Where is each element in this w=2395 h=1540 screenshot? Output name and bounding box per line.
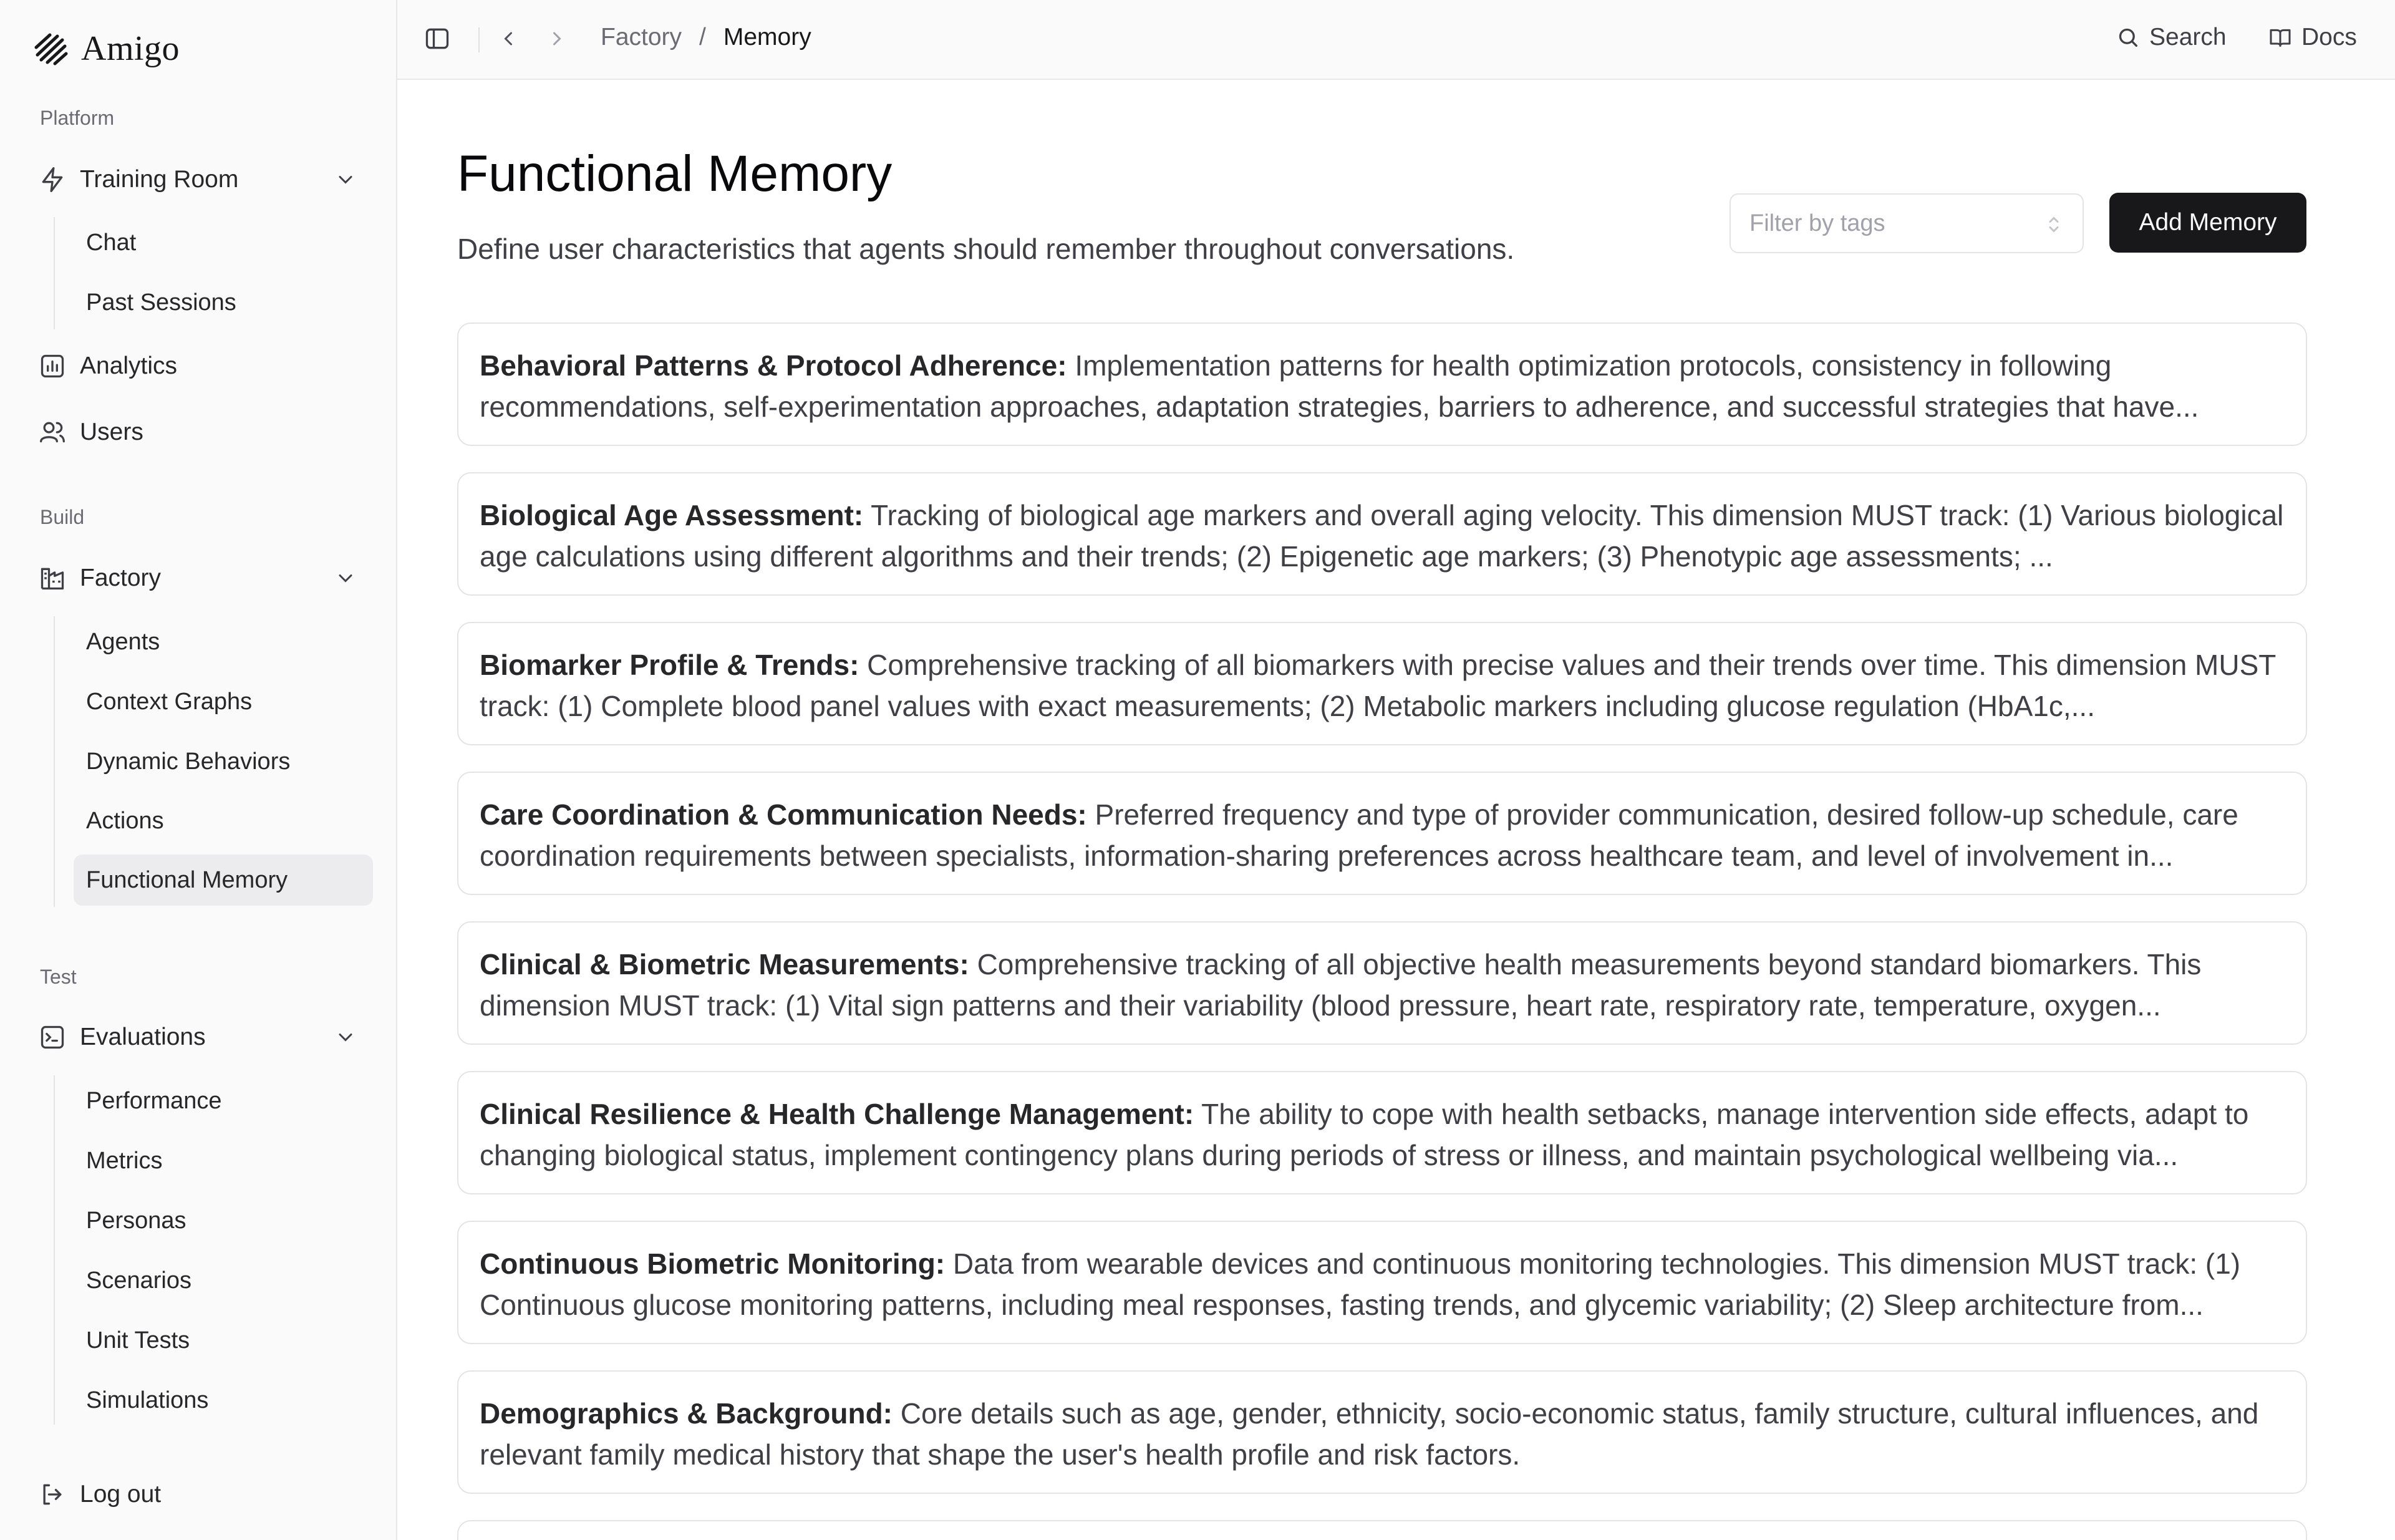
memory-text (480, 644, 2285, 727)
nav-users[interactable] (31, 406, 374, 458)
sidebar-item-agents[interactable]: Agents (86, 628, 160, 655)
nav-rail (54, 616, 55, 907)
nav-factory[interactable] (31, 552, 374, 604)
memory-title: Behavioral Patterns & Protocol Adherence: (480, 349, 1067, 382)
section-platform: Platform (40, 107, 115, 129)
topbar (397, 0, 2395, 80)
nav-analytics[interactable] (31, 340, 374, 392)
memory-title: Biomarker Profile & Trends: (480, 649, 859, 681)
nav-factory-label: Factory (80, 564, 162, 591)
nav-rail (54, 217, 55, 329)
breadcrumb-factory[interactable]: Factory (601, 24, 682, 51)
back-chevron-icon[interactable] (497, 27, 520, 50)
chevron-down-icon[interactable] (334, 1026, 357, 1048)
bar-chart-icon (39, 352, 66, 380)
chevrons-up-down-icon (2043, 212, 2065, 237)
memory-text (480, 1393, 2285, 1475)
logout-label: Log out (80, 1481, 162, 1508)
memory-card[interactable] (457, 472, 2307, 596)
logout-icon (39, 1481, 66, 1508)
breadcrumb-separator: / (699, 24, 706, 51)
app-name: Amigo (81, 29, 180, 68)
memory-description: Comprehensive tracking of all objective health measurements beyond standard biomarkers. This dimension MUST track: (1) Vital sign patterns and their variability (blood pressure, heart rate, respiratory rate, temperature, oxygen... (480, 948, 2202, 1022)
sidebar-item-chat[interactable]: Chat (86, 229, 137, 256)
memory-title: Clinical & Biometric Measurements: (480, 948, 969, 981)
memory-title: Clinical Resilience & Health Challenge Management: (480, 1098, 1194, 1130)
memory-text (480, 944, 2285, 1026)
sidebar-item-dynamic-behaviors[interactable]: Dynamic Behaviors (86, 748, 291, 775)
memory-card[interactable] (457, 622, 2307, 745)
amigo-logo-icon (31, 29, 71, 69)
nav-rail (54, 1075, 55, 1425)
sidebar-item-past-sessions[interactable]: Past Sessions (86, 289, 236, 316)
memory-text (480, 794, 2285, 876)
memory-description: Implementation patterns for health optimization protocols, consistency in following recommendations, self-experimentation approaches, adaptation strategies, barriers to adherence, and successful strategies that have... (480, 349, 2199, 423)
memory-card[interactable] (457, 921, 2307, 1045)
page-subtitle: Define user characteristics that agents should remember throughout conversations. (457, 233, 1515, 265)
memory-title: Continuous Biometric Monitoring: (480, 1247, 946, 1280)
nav-evaluations-label: Evaluations (80, 1024, 206, 1050)
terminal-icon (39, 1024, 66, 1051)
brand[interactable] (31, 29, 180, 69)
memory-card[interactable] (457, 1520, 2307, 1540)
memory-card[interactable] (457, 1221, 2307, 1344)
sidebar-item-metrics[interactable]: Metrics (86, 1147, 163, 1174)
chevron-down-icon[interactable] (334, 567, 357, 589)
lightning-icon (39, 166, 66, 193)
add-memory-button[interactable]: Add Memory (2109, 193, 2306, 253)
memory-description: Tracking of biological age markers and overall aging velocity. This dimension MUST track: (1) Various biological age calculations using different algorithms and their trends; (2) Epigenetic age markers; (3) Phenotypic age assessments; ... (480, 499, 2284, 573)
users-icon (39, 419, 66, 446)
sidebar-item-simulations[interactable]: Simulations (86, 1387, 209, 1413)
factory-icon (39, 564, 66, 592)
memory-description: Comprehensive tracking of all biomarkers with precise values and their trends over time. This dimension MUST track: (1) Complete blood panel values with exact measurements; (2) Metabolic markers including glucose regulation (HbA1c,... (480, 649, 2276, 722)
memory-text (480, 1243, 2285, 1325)
sidebar-item-functional-memory[interactable]: Functional Memory (74, 855, 373, 906)
docs-button[interactable] (2268, 24, 2357, 51)
memory-description: Data from wearable devices and continuous monitoring technologies. This dimension MUST track: (1) Continuous glucose monitoring patterns, including meal responses, fasting trends, and glycemic variability; (2) Sleep architecture from... (480, 1247, 2241, 1321)
memory-card[interactable] (457, 1071, 2307, 1194)
breadcrumb (601, 24, 811, 51)
memory-title: Demographics & Background: (480, 1397, 893, 1430)
sidebar (0, 0, 397, 1540)
sidebar-item-performance[interactable]: Performance (86, 1087, 222, 1114)
memory-text (480, 345, 2285, 427)
nav-evaluations[interactable] (31, 1011, 374, 1063)
divider (478, 27, 480, 52)
search-label: Search (2149, 24, 2227, 51)
nav-training-room-label: Training Room (80, 166, 239, 193)
memory-description: The ability to cope with health setbacks, manage intervention side effects, adapt to changing biological status, implement contingency plans during periods of stress or illness, and maintain psychological wellbeing via... (480, 1098, 2249, 1171)
sidebar-item-context-graphs[interactable]: Context Graphs (86, 688, 253, 715)
book-icon (2268, 25, 2293, 50)
tag-filter-select[interactable] (1730, 193, 2084, 253)
sidebar-item-unit-tests[interactable]: Unit Tests (86, 1327, 190, 1354)
breadcrumb-current: Memory (723, 24, 811, 51)
search-icon (2116, 25, 2141, 50)
nav-users-label: Users (80, 419, 143, 445)
logout-button[interactable] (31, 1468, 374, 1521)
memory-description: Core details such as age, gender, ethnicity, socio-economic status, family structure, cultural influences, and relevant family medical history that shape the user's health profile and risk factors. (480, 1397, 2259, 1471)
docs-label: Docs (2301, 24, 2357, 51)
section-build: Build (40, 506, 85, 528)
sidebar-item-actions[interactable]: Actions (86, 807, 164, 834)
memory-text (480, 1093, 2285, 1176)
memory-description: Preferred frequency and type of provider communication, desired follow-up schedule, care coordination requirements between specialists, information-sharing preferences across healthcare team, and level of involvement in... (480, 798, 2238, 872)
memory-text (480, 495, 2285, 577)
nav-training-room[interactable] (31, 153, 374, 206)
forward-chevron-icon[interactable] (546, 27, 568, 50)
memory-card[interactable] (457, 1370, 2307, 1494)
chevron-down-icon[interactable] (334, 168, 357, 191)
memory-card[interactable] (457, 772, 2307, 895)
sidebar-toggle-icon[interactable] (423, 25, 451, 52)
search-button[interactable] (2116, 24, 2227, 51)
sidebar-item-scenarios[interactable]: Scenarios (86, 1267, 191, 1294)
nav-analytics-label: Analytics (80, 352, 178, 379)
page-title: Functional Memory (457, 145, 893, 202)
section-test: Test (40, 966, 77, 988)
tag-filter-placeholder: Filter by tags (1749, 210, 1885, 236)
memory-title: Biological Age Assessment: (480, 499, 864, 531)
memory-title: Care Coordination & Communication Needs: (480, 798, 1087, 831)
sidebar-item-personas[interactable]: Personas (86, 1207, 186, 1234)
memory-card[interactable] (457, 322, 2307, 446)
